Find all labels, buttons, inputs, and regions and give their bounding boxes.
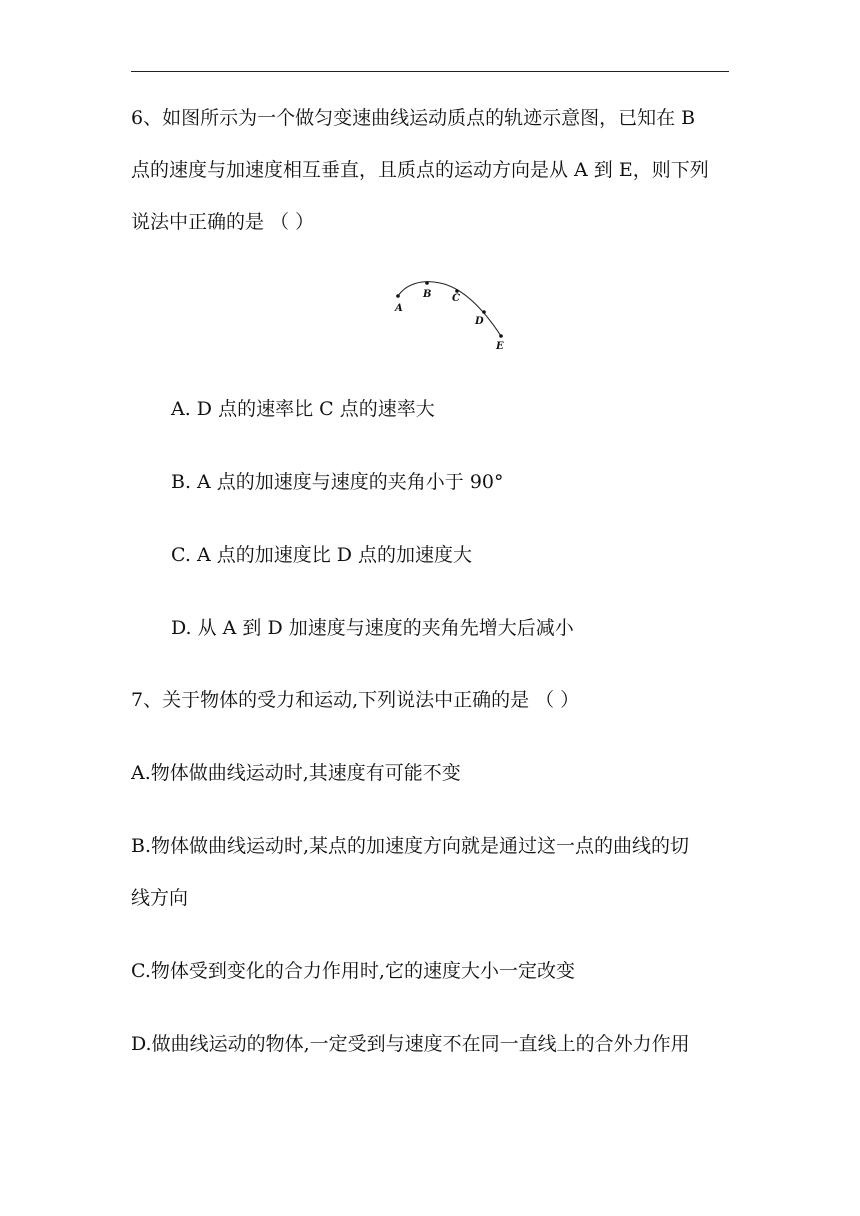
q7-option-b-cont: 线方向 <box>131 887 189 909</box>
point-c-label: C <box>452 293 460 304</box>
q6-option-d: D. 从 A 到 D 加速度与速度的夹角先增大后减小 <box>171 617 574 639</box>
point-b-label: B <box>423 289 432 300</box>
point-e-dot <box>499 334 503 338</box>
point-a-label: A <box>395 303 403 314</box>
point-d-dot <box>482 310 486 314</box>
q7-option-a: A.物体做曲线运动时,其速度有可能不变 <box>131 762 461 784</box>
point-e-label: E <box>496 341 504 352</box>
trajectory-curve <box>398 282 501 336</box>
q6-option-b: B. A 点的加速度与速度的夹角小于 90° <box>171 471 504 493</box>
q6-stem-line-3: 说法中正确的是 （ ） <box>131 211 315 233</box>
trajectory-figure <box>388 276 518 356</box>
q6-stem-line-1: 6、如图所示为一个做匀变速曲线运动质点的轨迹示意图，已知在 B <box>131 107 696 129</box>
header-rule <box>131 71 729 72</box>
q7-option-d: D.做曲线运动的物体,一定受到与速度不在同一直线上的合外力作用 <box>131 1033 690 1055</box>
q7-option-b: B.物体做曲线运动时,某点的加速度方向就是通过这一点的曲线的切 <box>131 835 690 857</box>
q6-option-c: C. A 点的加速度比 D 点的加速度大 <box>171 544 473 566</box>
q6-stem-line-2: 点的速度与加速度相互垂直，且质点的运动方向是从 A 到 E，则下列 <box>131 159 709 181</box>
q7-stem: 7、关于物体的受力和运动,下列说法中正确的是 （ ） <box>131 689 580 711</box>
q7-option-c: C.物体受到变化的合力作用时,它的速度大小一定改变 <box>131 960 575 982</box>
point-d-label: D <box>475 316 484 327</box>
q6-option-a: A. D 点的速率比 C 点的速率大 <box>171 398 435 420</box>
point-a-dot <box>396 294 400 298</box>
point-b-dot <box>425 281 429 285</box>
